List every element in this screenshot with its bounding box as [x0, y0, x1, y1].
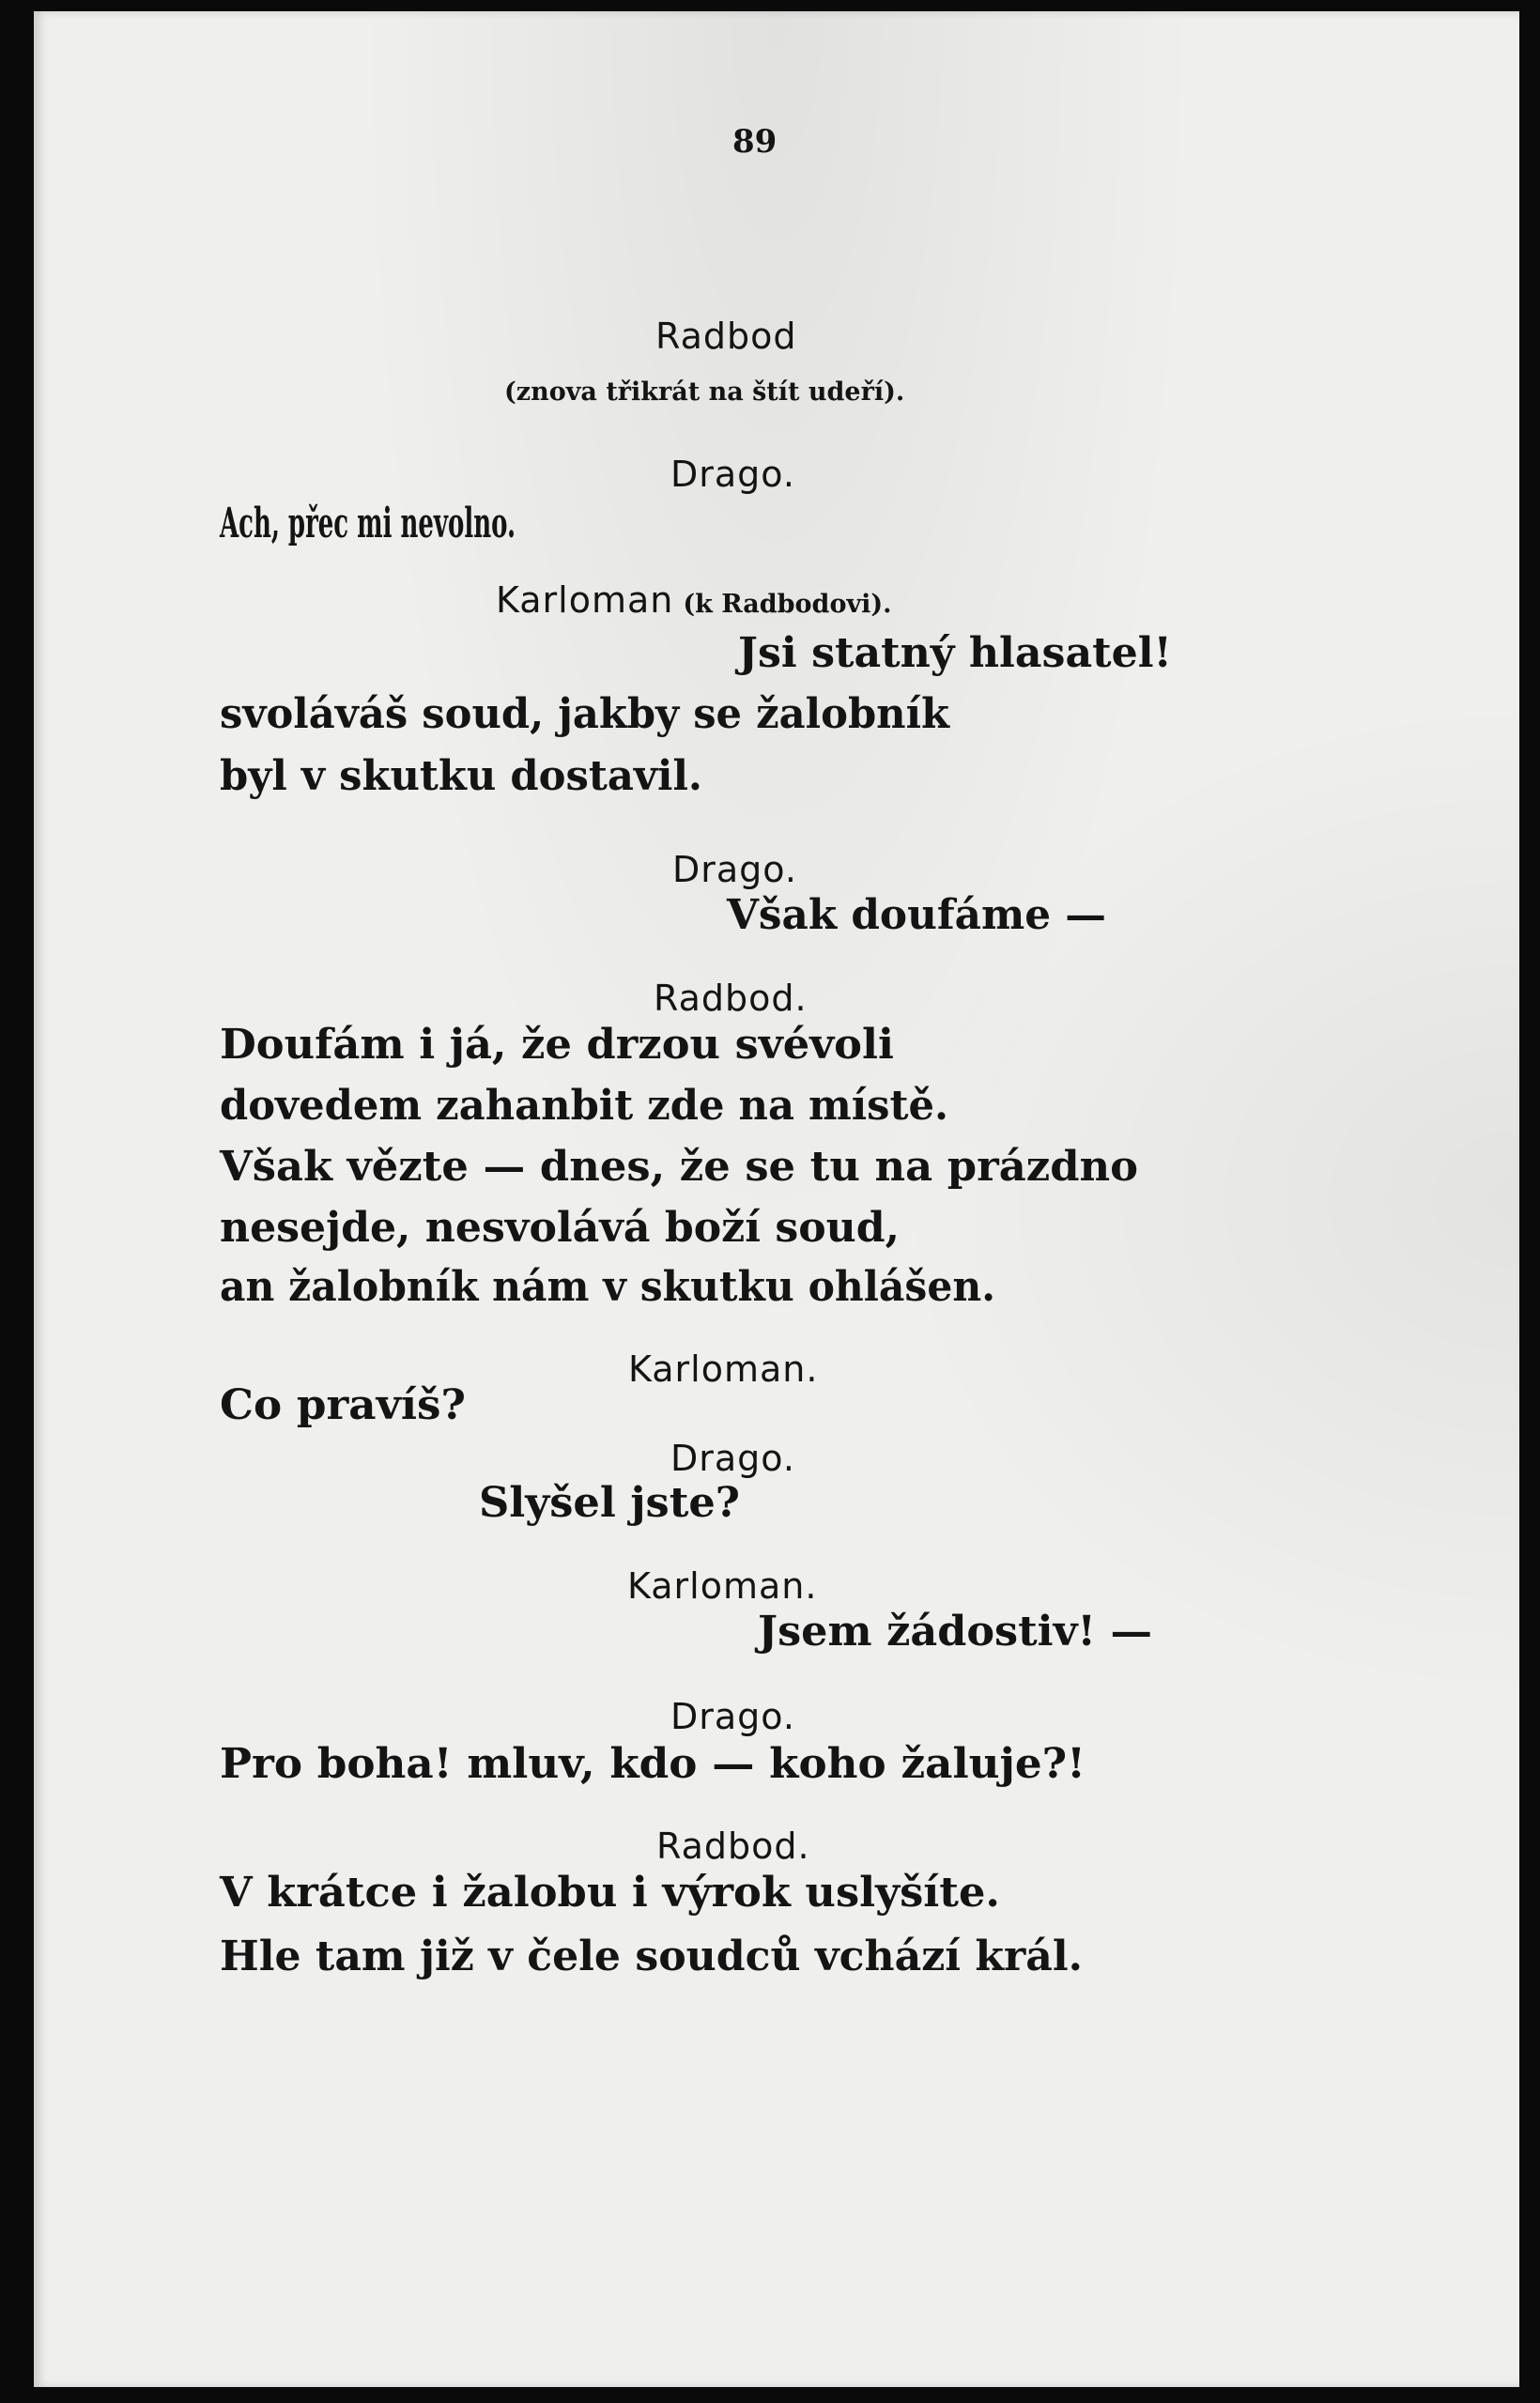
- speaker-karloman: Karloman.: [627, 1565, 818, 1607]
- verse-line: Pro boha! mluv, kdo — koho žaluje?!: [220, 1740, 1086, 1788]
- speaker-drago: Drago.: [672, 849, 797, 890]
- scan-left-edge: [0, 0, 34, 2403]
- verse-line: Jsem žádostiv! —: [758, 1608, 1152, 1656]
- page-number: 89: [732, 123, 778, 161]
- verse-line: dovedem zahanbit zde na místě.: [220, 1082, 948, 1130]
- verse-line: Doufám i já, že drzou svévoli: [220, 1021, 894, 1069]
- book-page: [34, 11, 1519, 2387]
- verse-line: Však doufáme —: [727, 891, 1106, 939]
- speaker-drago: Drago.: [670, 1696, 795, 1737]
- verse-line: Co pravíš?: [220, 1381, 466, 1429]
- verse-line: Ach, přec mi nevolno.: [220, 500, 516, 547]
- verse-line: Hle tam již v čele soudců vchází král.: [220, 1933, 1083, 1980]
- speaker-karloman: [496, 579, 892, 621]
- verse-line: nesejde, nesvolává boží soud,: [220, 1204, 901, 1252]
- stage-aside: (k Radbodovi).: [683, 590, 892, 619]
- speaker-drago: Drago.: [670, 454, 795, 495]
- speaker-radbod: Radbod.: [654, 978, 808, 1019]
- speaker-name: Karloman: [496, 579, 674, 621]
- verse-line: Slyšel jste?: [479, 1479, 740, 1527]
- verse-line: svoláváš soud, jakby se žalobník: [220, 690, 949, 738]
- speaker-drago: Drago.: [670, 1438, 795, 1479]
- speaker-radbod: Radbod: [655, 316, 797, 357]
- verse-line: V krátce i žalobu i výrok uslyšíte.: [220, 1869, 1000, 1917]
- stage-direction: (znova třikrát na štít udeří).: [504, 377, 905, 407]
- speaker-radbod: Radbod.: [656, 1825, 810, 1867]
- verse-line: byl v skutku dostavil.: [220, 752, 702, 800]
- speaker-karloman: Karloman.: [628, 1348, 819, 1390]
- verse-line: Však vězte — dnes, že se tu na prázdno: [220, 1143, 1138, 1191]
- verse-line: Jsi statný hlasatel!: [738, 629, 1172, 677]
- verse-line: an žalobník nám v skutku ohlášen.: [220, 1263, 995, 1311]
